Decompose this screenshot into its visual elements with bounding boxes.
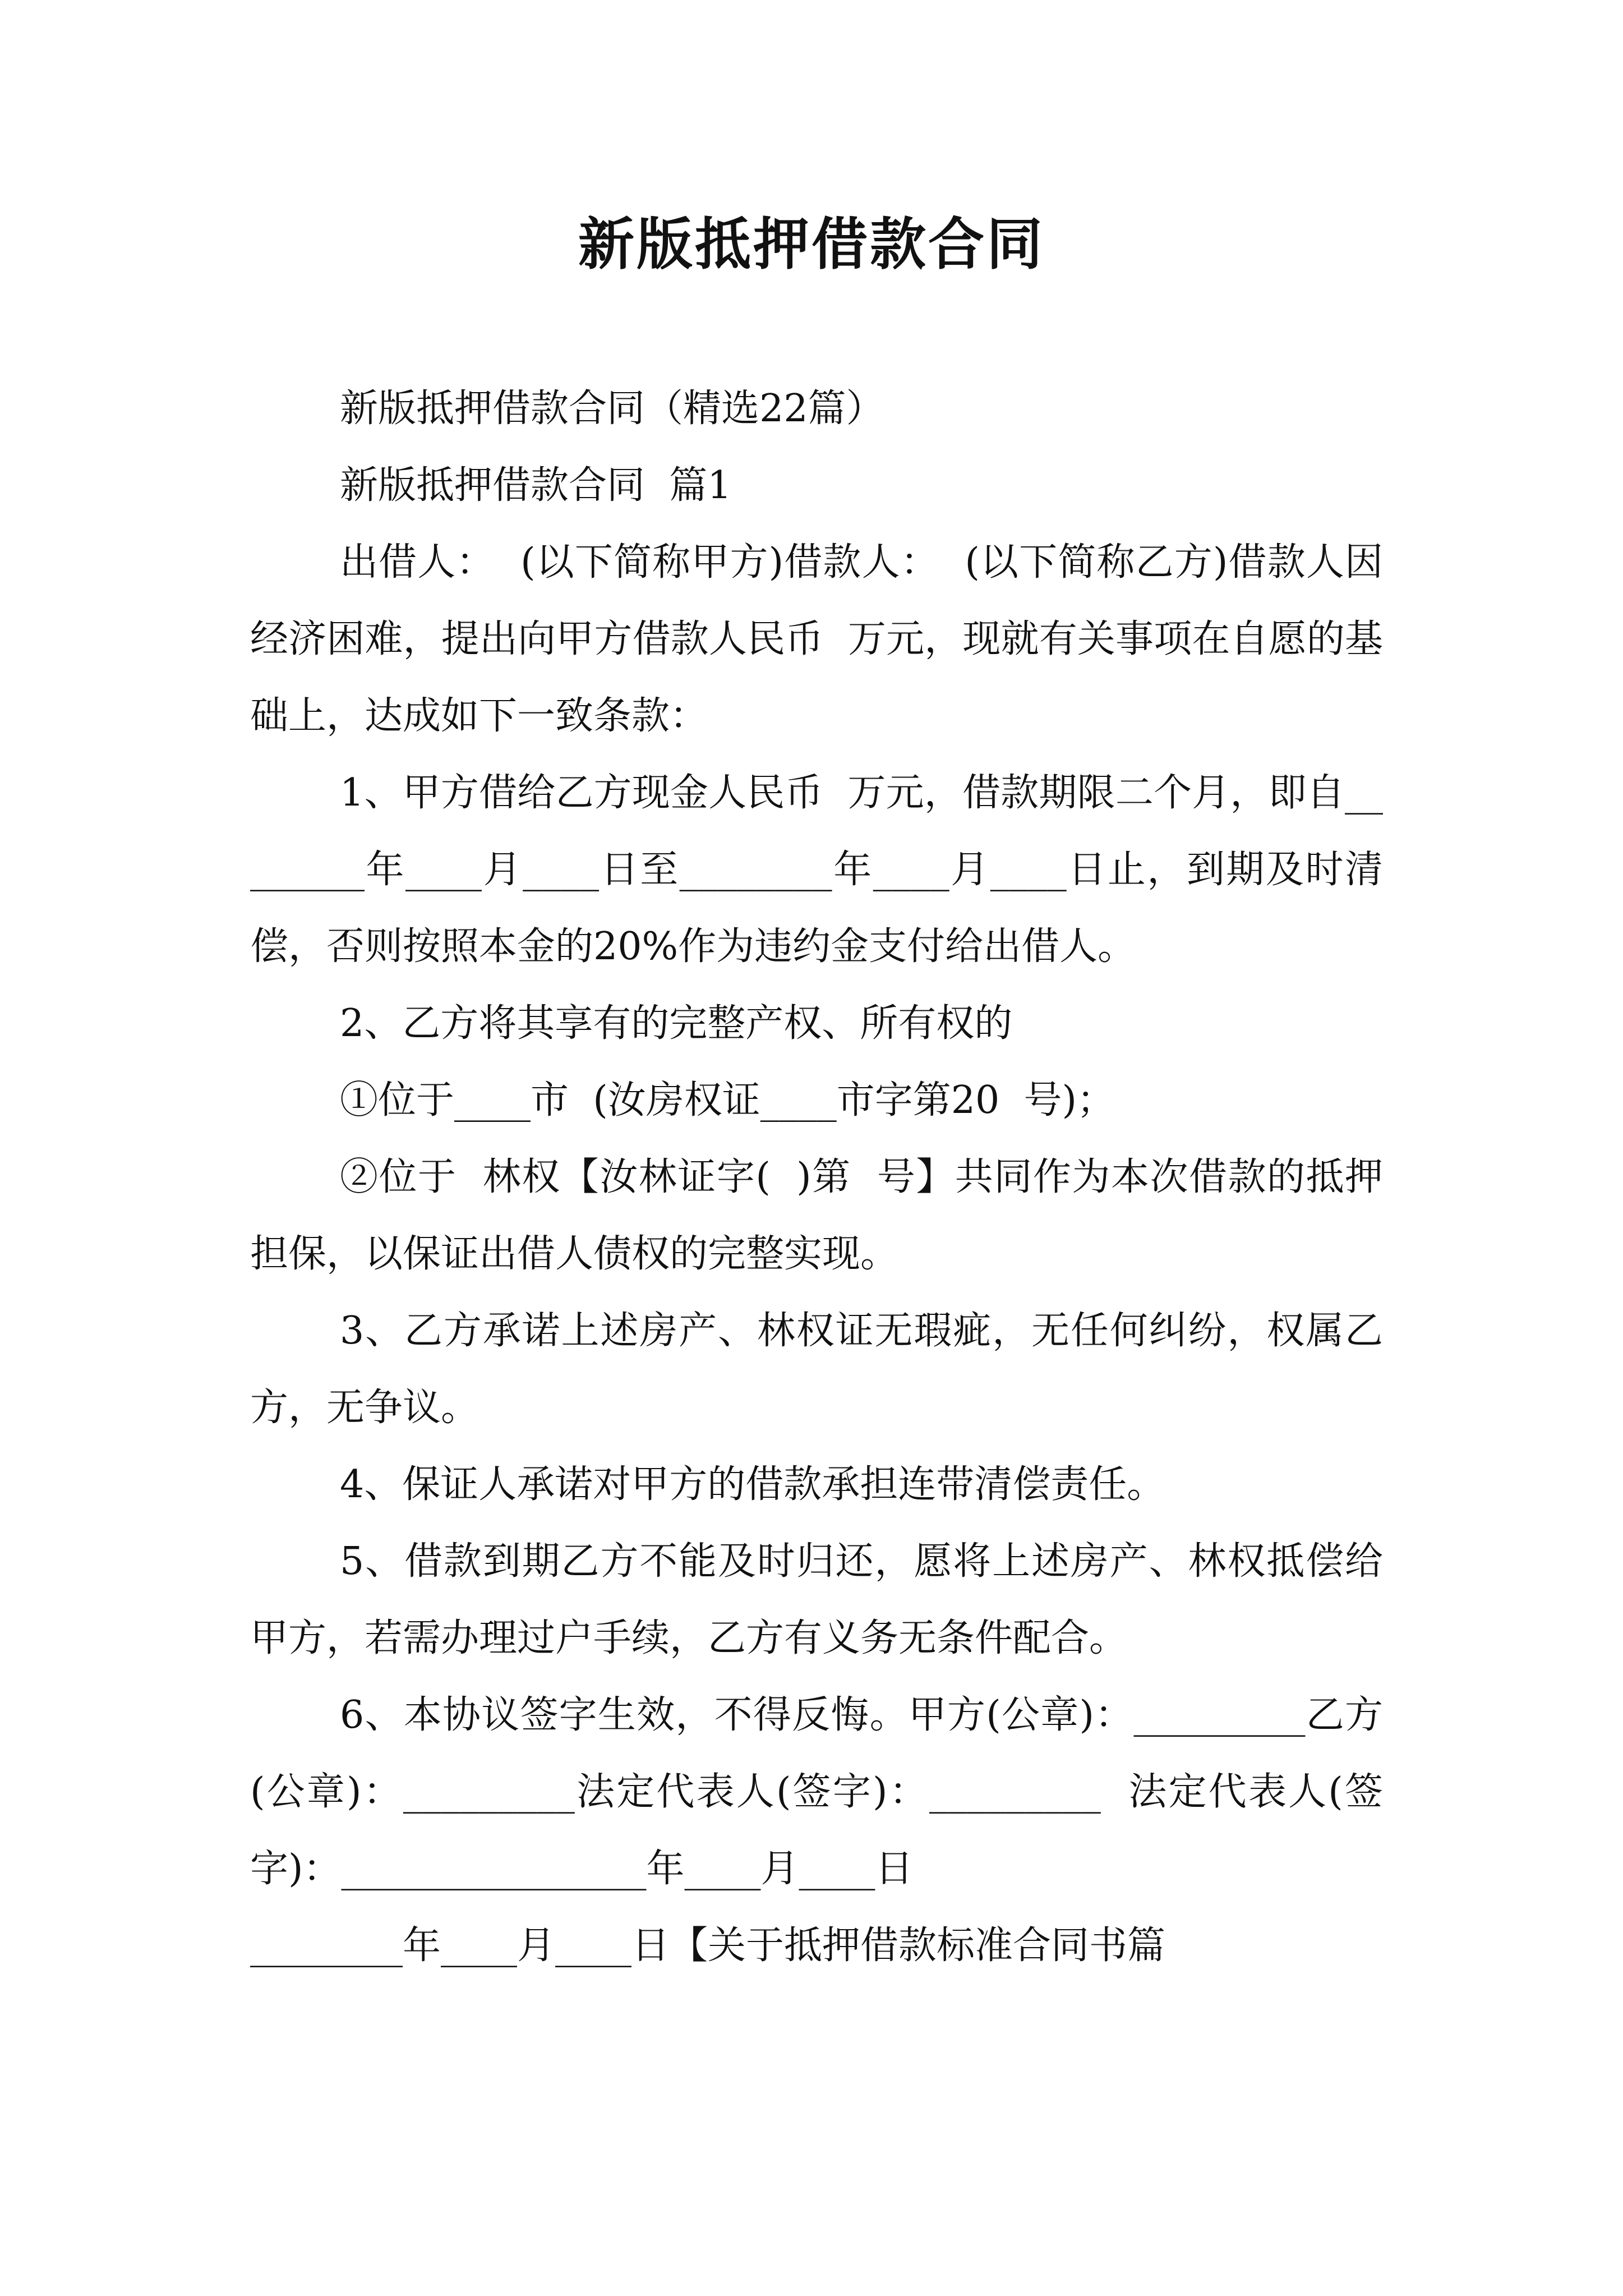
paragraph-subtitle: 新版抵押借款合同（精选22篇） [340,386,884,431]
document-title: 新版抵押借款合同 [578,211,1045,277]
paragraph-date-line: ________年____月____日【关于抵押借款标准合同书篇 [250,1924,1166,1968]
paragraph-clause-6-signatures: 6、本协议签字生效，不得反悔。甲方(公章)：_________乙方(公章)：_________法定代表人(签字)：_________ 法定代表人(签字)：________________年____月____日 [250,1693,1383,1891]
paragraph-clause-3: 3、乙方承诺上述房产、林权证无瑕疵，无任何纠纷，权属乙方，无争议。 [250,1309,1383,1430]
paragraph-clause-2-item-1: ①位于____市 (汝房权证____市字第20 号)； [340,1078,1115,1122]
paragraph-clause-2-item-2: ②位于 林权【汝林证字( )第 号】共同作为本次借款的抵押担保，以保证出借人债权的完整实现。 [250,1155,1383,1276]
paragraph-clause-2: 2、乙方将其享有的完整产权、所有权的 [340,1001,1013,1046]
document-body [250,370,1383,1984]
paragraph-clause-5: 5、借款到期乙方不能及时归还，愿将上述房产、林权抵偿给甲方，若需办理过户手续，乙方有义务无条件配合。 [250,1539,1383,1660]
paragraph-clause-1: 1、甲方借给乙方现金人民币 万元，借款期限二个月，即自________年____月____日至________年____月____日止，到期及时清偿，否则按照本金的20%作为违约金支付给出借人。 [250,771,1383,969]
paragraph-section-heading: 新版抵押借款合同 篇1 [340,463,732,508]
paragraph-clause-4: 4、保证人承诺对甲方的借款承担连带清偿责任。 [340,1462,1165,1507]
paragraph-parties: 出借人： (以下简称甲方)借款人： (以下简称乙方)借款人因经济困难，提出向甲方借款人民币 万元，现就有关事项在自愿的基础上，达成如下一致条款： [250,540,1383,738]
